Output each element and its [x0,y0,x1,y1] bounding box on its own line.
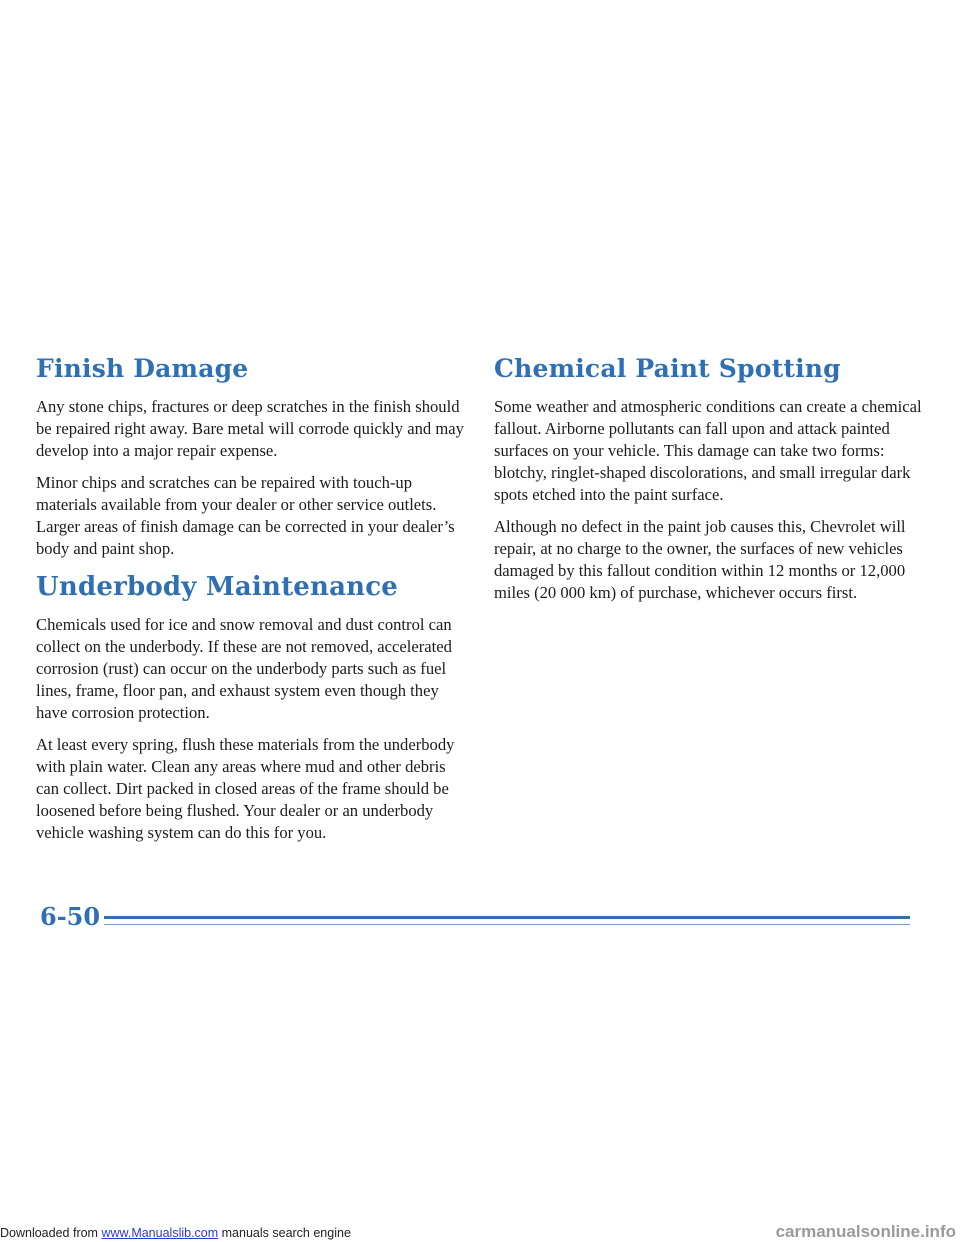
finish-damage-paragraph-2: Minor chips and scratches can be repaired with touch-up materials available from your dealer or other service outlets. Larger areas of finish damage can be corrected in your dealer’s body and paint shop. [36,473,455,558]
finish-damage-heading: Finish Damage [36,354,249,383]
finish-damage-paragraph-1: Any stone chips, fractures or deep scratches in the finish should be repaired right away. Bare metal will corrode quickly and may develop into a major repair expense. [36,397,464,460]
download-suffix: manuals search engine [218,1226,351,1240]
chemical-spotting-paragraph-2: Although no defect in the paint job causes this, Chevrolet will repair, at no charge to the owner, the surfaces of new vehicles damaged by this fallout condition within 12 months or 12,000 miles (20 000 km) of purchase, whichever occurs first. [494,517,906,602]
watermark: carmanualsonline.info [775,1222,956,1241]
page-number: 6-50 [40,902,101,931]
left-column [36,352,466,854]
chemical-spotting-paragraph-1: Some weather and atmospheric conditions can create a chemical fallout. Airborne pollutants can fall upon and attack painted surfaces on your vehicle. This damage can take two forms: blotchy, ringlet-shaped discolorations, and small irregular dark spots etched into the paint surface. [494,397,922,504]
right-column [494,352,924,614]
underbody-maintenance-heading: Underbody Maintenance [36,572,399,602]
download-credit [0,1226,351,1240]
footer-rule-thick [104,916,910,919]
underbody-paragraph-1: Chemicals used for ice and snow removal and dust control can collect on the underbody. If these are not removed, accelerated corrosion (rust) can occur on the underbody parts such as fuel lines, frame, floor pan, and exhaust system even though they have corrosion protection. [36,615,452,722]
chemical-paint-spotting-heading: Chemical Paint Spotting [494,354,841,383]
footer-rule-thin [104,924,910,925]
page-footer [40,900,910,940]
manualslib-link[interactable]: www.Manualslib.com [101,1226,219,1240]
underbody-paragraph-2: At least every spring, flush these materials from the underbody with plain water. Clean any areas where mud and other debris can collect. Dirt packed in closed areas of the frame should be loosened before being flushed. Your dealer or an underbody vehicle washing system can do this for you. [36,735,455,842]
download-prefix: Downloaded from [0,1226,102,1240]
